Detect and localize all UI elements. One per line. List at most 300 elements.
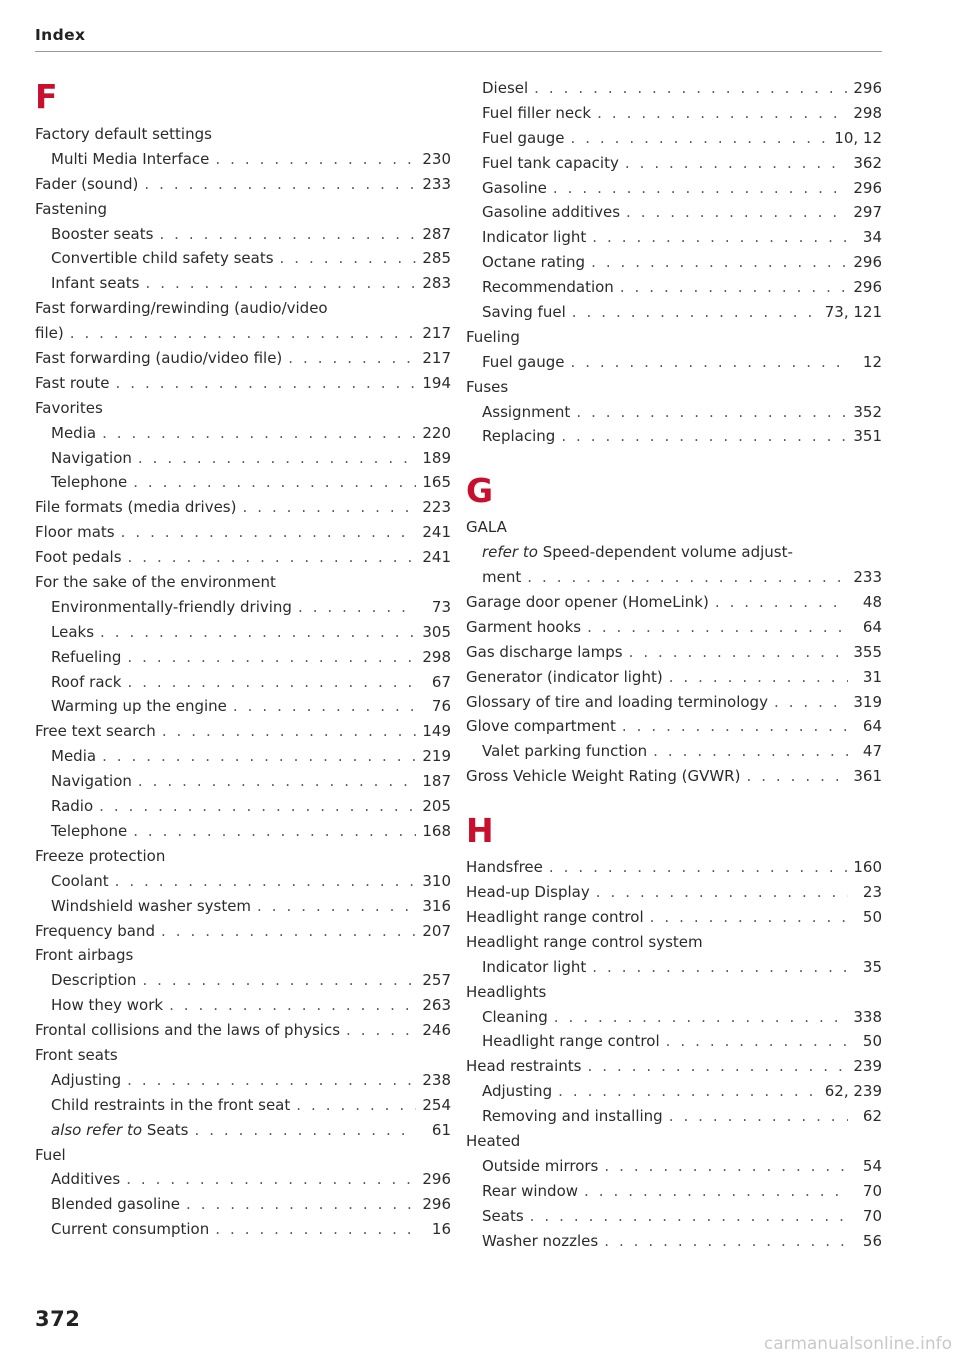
entry-text: Coolant [51,871,109,890]
page-reference: 352 [853,402,882,421]
entry-label [35,346,282,371]
page-number: 372 [35,1307,81,1331]
entry-label [51,595,292,620]
entry-label [51,470,127,495]
index-entry [35,570,451,595]
leader-dots [553,176,847,201]
entry-label [482,1005,548,1030]
index-subentry [35,271,451,296]
page-reference: 67 [431,672,451,691]
leader-dots [622,714,848,739]
cross-reference-prefix: refer to [482,543,538,562]
entry-label [482,739,647,764]
entry-label [466,640,623,665]
entry-label [51,993,163,1018]
leader-dots [604,1154,848,1179]
entry-label [35,1043,118,1068]
entry-text: Valet parking function [482,742,648,761]
page-reference: 76 [431,697,451,716]
entry-label [482,1204,524,1229]
entry-label [51,769,132,794]
entry-label [35,545,122,570]
page-reference: 241 [422,523,451,542]
index-entry [35,1143,451,1168]
index-subentry [35,222,451,247]
leader-dots [650,905,848,930]
entry-label [35,122,212,147]
page-reference: 48 [862,593,882,612]
index-entry [35,495,451,520]
entry-text: Free text search [35,722,156,741]
index-subentry [35,446,451,471]
entry-text: Media [51,747,97,766]
index-entry [466,690,882,715]
entry-text: Freeze protection [35,846,166,865]
entry-label [51,968,136,993]
index-entry [35,172,451,197]
entry-label [482,200,620,225]
entry-text: Fast forwarding/rewinding (audio/video [35,299,328,318]
leader-dots [596,880,848,905]
entry-text: Glove compartment [466,717,616,736]
entry-text: Speed-dependent volume adjust- [542,543,793,562]
entry-label [466,325,520,350]
entry-text: Heated [466,1131,521,1150]
entry-label [466,930,703,955]
index-subentry [466,565,882,590]
index-subentry [35,993,451,1018]
entry-text: Gross Vehicle Weight Rating (GVWR) [466,767,741,786]
index-entry [35,943,451,968]
page-reference: 316 [422,896,451,915]
leader-dots [604,1229,848,1254]
index-subentry [466,1079,882,1104]
entry-text: Fuses [466,377,509,396]
leader-dots [561,424,847,449]
index-subentry [466,275,882,300]
entry-text: Adjusting [51,1070,122,1089]
entry-label [51,1093,290,1118]
page-reference: 241 [422,548,451,567]
entry-text: Garage door opener (HomeLink) [466,593,709,612]
page-reference: 64 [862,617,882,636]
entry-label [482,1104,663,1129]
entry-text: Additives [51,1170,121,1189]
page-reference: 160 [853,858,882,877]
leader-dots [592,955,848,980]
entry-text: Fast forwarding (audio/video file) [35,349,283,368]
page-reference: 263 [422,996,451,1015]
entry-label [482,1079,552,1104]
entry-label [51,147,209,172]
page-reference: 70 [862,1206,882,1225]
index-entry [466,515,882,540]
leader-dots [242,495,416,520]
index-subentry [35,869,451,894]
entry-label [482,1179,578,1204]
leader-dots [669,1104,848,1129]
entry-label [51,744,96,769]
leader-dots [127,1068,416,1093]
leader-dots [534,76,847,101]
entry-label [35,1018,340,1043]
page-reference: 233 [422,174,451,193]
entry-text: Fader (sound) [35,174,139,193]
leader-dots [570,350,848,375]
entry-label [35,1143,66,1168]
entry-text: Seats [482,1206,524,1225]
entry-text: Frequency band [35,921,155,940]
entry-text: Fast route [35,373,110,392]
entry-label [51,446,132,471]
entry-label [466,880,590,905]
page-reference: 296 [422,1195,451,1214]
entry-text: Current consumption [51,1220,210,1239]
entry-label [466,714,616,739]
entry-label [51,1068,121,1093]
leader-dots [298,595,417,620]
entry-label [35,172,138,197]
index-subentry [35,694,451,719]
page-reference: 70 [862,1181,882,1200]
leader-dots [121,520,417,545]
entry-label [482,225,586,250]
index-subentry [35,470,451,495]
page-reference: 297 [853,203,882,222]
entry-text: Gasoline additives [482,203,621,222]
entry-label [482,1029,660,1054]
entry-label [51,271,140,296]
leader-dots [527,565,847,590]
entry-text: Garment hooks [466,617,582,636]
page-reference: 338 [853,1007,882,1026]
index-entry [35,122,451,147]
index-subentry [35,246,451,271]
entry-label [482,424,555,449]
entry-label [51,421,96,446]
index-subentry [35,595,451,620]
index-subentry [466,250,882,275]
index-subentry [35,744,451,769]
leader-dots [666,1029,848,1054]
page-reference: 50 [862,907,882,926]
index-subentry [466,300,882,325]
index-subentry [466,1104,882,1129]
page-reference: 56 [862,1231,882,1250]
entry-label [51,1192,180,1217]
page-reference: 283 [422,274,451,293]
entry-text: Fuel [35,1145,66,1164]
entry-text: Radio [51,797,94,816]
entry-text: Rear window [482,1181,579,1200]
entry-text: Cleaning [482,1007,548,1026]
entry-text: File formats (media drives) [35,498,237,517]
page-reference: 296 [853,278,882,297]
leader-dots [587,1054,847,1079]
leader-dots [591,250,847,275]
entry-text: Fuel filler neck [482,103,592,122]
page-reference: 239 [853,1057,882,1076]
page-reference: 34 [862,228,882,247]
entry-label [482,176,547,201]
entry-text: Indicator light [482,228,587,247]
entry-text: Front airbags [35,946,134,965]
index-entry [35,371,451,396]
index-subentry [466,126,882,151]
index-subentry [466,1029,882,1054]
entry-label [35,570,276,595]
index-entry [466,855,882,880]
leader-dots [620,275,848,300]
page-reference: 233 [853,568,882,587]
entry-label [35,321,64,346]
entry-text: Description [51,971,137,990]
entry-label [466,690,768,715]
entry-label [466,515,507,540]
leader-dots [159,222,416,247]
entry-label [466,590,709,615]
entry-text: Fastening [35,199,108,218]
index-subentry [35,670,451,695]
leader-dots [126,1167,416,1192]
entry-text: Environmentally-friendly driving [51,597,292,616]
index-entry [35,346,451,371]
page-reference: 361 [853,767,882,786]
index-letter-heading: F [35,77,58,116]
leader-dots [570,126,828,151]
entry-text: Washer nozzles [482,1231,599,1250]
entry-label [466,764,740,789]
index-entry [35,1018,451,1043]
entry-text: Telephone [51,473,128,492]
page-reference: 50 [862,1032,882,1051]
page-reference: 246 [422,1021,451,1040]
cross-reference-prefix: also refer to [51,1120,143,1139]
entry-text: Refueling [51,647,122,666]
page-reference: 217 [422,349,451,368]
entry-text: GALA [466,518,507,537]
entry-label [466,375,508,400]
page-reference: 31 [862,667,882,686]
entry-label [51,894,251,919]
watermark: carmanualsonline.info [763,1334,952,1354]
page-reference: 47 [862,742,882,761]
index-letter-heading: G [466,471,494,511]
index-subentry [35,1167,451,1192]
page-reference: 12 [862,352,882,371]
leader-dots [669,665,848,690]
leader-dots [280,246,417,271]
entry-text: Headlights [466,982,547,1001]
leader-dots [194,1118,417,1143]
leader-dots [100,620,416,645]
entry-text: Handsfree [466,858,543,877]
entry-label [482,300,566,325]
entry-label [482,151,619,176]
entry-label [51,1118,188,1143]
leader-dots [146,271,417,296]
leader-dots [233,694,417,719]
entry-text: Navigation [51,772,132,791]
leader-dots [576,400,847,425]
page-reference: 220 [422,423,451,442]
index-subentry [35,1068,451,1093]
index-subentry [35,968,451,993]
entry-text: Assignment [482,402,571,421]
index-subentry [35,147,451,172]
entry-text: Foot pedals [35,548,122,567]
entry-text: Saving fuel [482,303,566,322]
index-subentry [35,769,451,794]
index-subentry [466,101,882,126]
entry-label [35,371,110,396]
index-subentry [35,1192,451,1217]
entry-text: Fuel gauge [482,128,565,147]
page-reference: 194 [422,373,451,392]
entry-text: Roof rack [51,672,122,691]
leader-dots [629,640,848,665]
index-entry [466,980,882,1005]
page-header [35,26,882,44]
page-reference: 287 [422,224,451,243]
entry-label [466,1129,520,1154]
entry-text: Telephone [51,821,128,840]
entry-text: Fueling [466,327,520,346]
page-reference: 62, 239 [824,1082,882,1101]
entry-label [466,1054,581,1079]
leader-dots [102,744,416,769]
entry-label [35,296,328,321]
index-subentry [466,1204,882,1229]
leader-dots [530,1204,848,1229]
leader-dots [215,1217,417,1242]
index-subentry [466,151,882,176]
page-reference: 285 [422,249,451,268]
entry-text: Headlight range control [482,1032,660,1051]
index-subentry [466,1229,882,1254]
section-title: Index [35,26,86,44]
entry-text: Booster seats [51,224,154,243]
entry-text: Frontal collisions and the laws of physics [35,1021,341,1040]
index-entry [35,321,451,346]
leader-dots [102,421,416,446]
index-subentry [466,1154,882,1179]
entry-label [482,1154,598,1179]
entry-label [482,101,591,126]
entry-label [482,1229,598,1254]
page-reference: 189 [422,448,451,467]
entry-text: Adjusting [482,1082,553,1101]
leader-dots [138,446,416,471]
index-entry [466,615,882,640]
index-letter-heading: H [466,811,494,851]
page-reference: 355 [853,642,882,661]
entry-label [51,670,121,695]
entry-text: Favorites [35,398,103,417]
leader-dots [625,151,848,176]
entry-text: Removing and installing [482,1107,663,1126]
index-entry [35,520,451,545]
page-reference: 362 [853,153,882,172]
leader-dots [116,371,417,396]
leader-dots [346,1018,416,1043]
index-entry [35,396,451,421]
leader-dots [597,101,847,126]
leader-dots [133,470,416,495]
index-entry [466,905,882,930]
entry-text: Replacing [482,427,556,446]
index-entry [466,1129,882,1154]
leader-dots [572,300,819,325]
index-subentry [466,540,882,565]
entry-label [51,869,109,894]
entry-label [51,246,274,271]
page-reference: 10, 12 [834,128,882,147]
entry-label [35,396,103,421]
entry-text: Factory default settings [35,125,212,143]
entry-text: Headlight range control [466,907,644,926]
leader-dots [549,855,847,880]
index-entry [35,197,451,222]
entry-label [466,980,546,1005]
index-entry [466,1054,882,1079]
entry-label [51,1217,209,1242]
entry-label [482,350,564,375]
index-subentry [35,819,451,844]
index-entry [466,325,882,350]
index-subentry [466,200,882,225]
entry-text: Seats [146,1120,189,1139]
leader-dots [115,869,417,894]
page-reference: 73, 121 [824,303,882,322]
entry-text: Glossary of tire and loading terminology [466,692,768,711]
page-reference: 254 [422,1095,451,1114]
leader-dots [186,1192,416,1217]
page-reference: 207 [422,921,451,940]
leader-dots [746,764,847,789]
page-reference: 257 [422,971,451,990]
page-reference: 319 [853,692,882,711]
page-reference: 296 [422,1170,451,1189]
entry-label [482,275,614,300]
entry-text: Diesel [482,79,529,97]
leader-dots [162,719,417,744]
entry-text: file) [35,324,64,343]
leader-dots [774,690,847,715]
entry-label [466,665,663,690]
entry-text: Head restraints [466,1057,582,1076]
header-divider [35,51,882,52]
entry-text: Indicator light [482,957,587,976]
entry-label [35,943,133,968]
page-reference: 305 [422,622,451,641]
entry-text: Media [51,423,97,442]
leader-dots [584,1179,848,1204]
leader-dots [653,739,848,764]
entry-label [482,76,528,101]
entry-label [51,794,93,819]
page-reference: 54 [862,1156,882,1175]
entry-text: Fuel tank capacity [482,153,619,172]
entry-label [35,719,156,744]
entry-label [35,844,165,869]
page-reference: 168 [422,821,451,840]
index-subentry [466,739,882,764]
entry-text: Octane rating [482,253,586,272]
leader-dots [142,968,416,993]
entry-text: Convertible child safety seats [51,249,274,268]
index-subentry [35,894,451,919]
